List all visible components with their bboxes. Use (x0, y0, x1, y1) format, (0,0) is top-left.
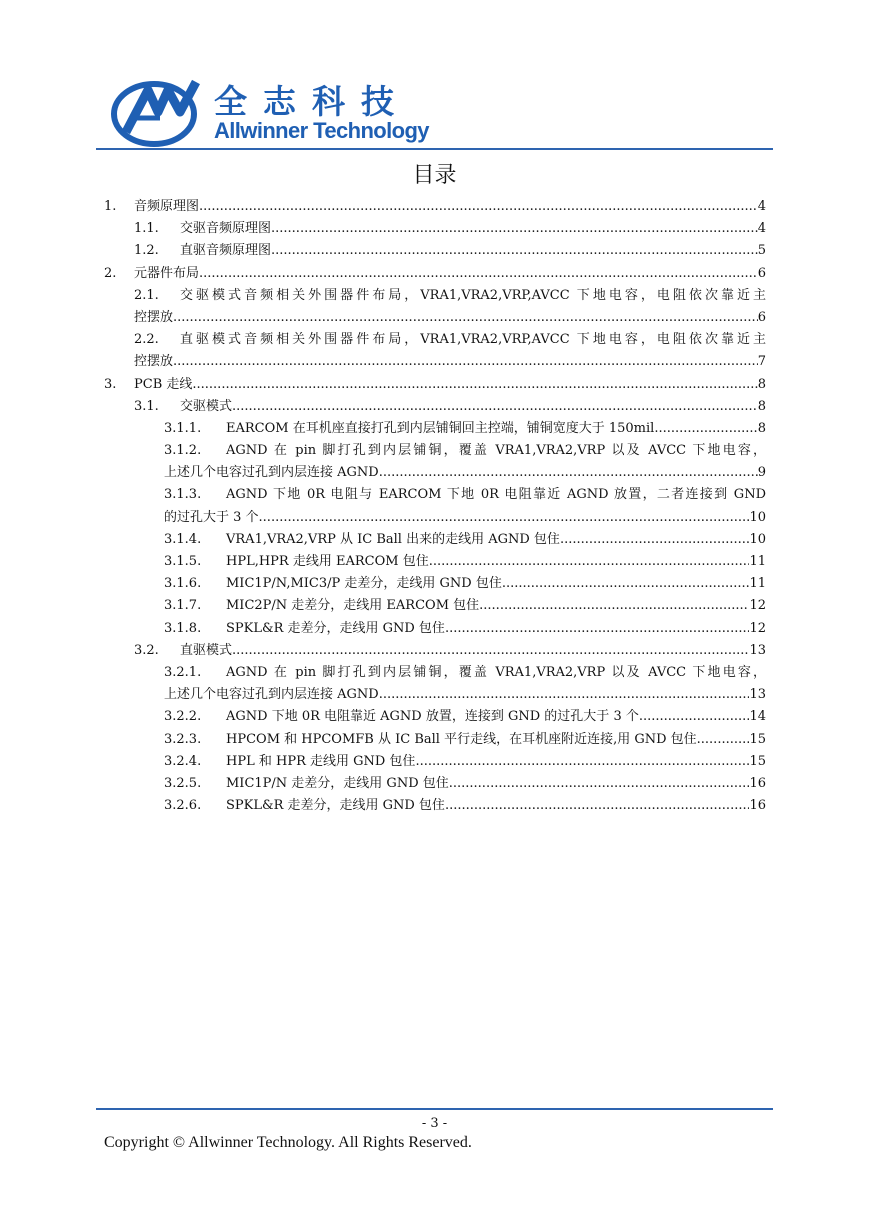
toc-leader-dots (429, 551, 750, 573)
toc-entry[interactable] (104, 374, 766, 396)
toc-entry[interactable] (104, 662, 766, 684)
copyright-text: Copyright © Allwinner Technology. All Rights Reserved. (104, 1134, 472, 1151)
toc-entry-title: EARCOM 在耳机座直接打孔到内层铺铜回主控端，铺铜宽度大于 150mil (226, 420, 655, 436)
toc-entry-page: 10 (749, 531, 766, 547)
toc-leader-dots (192, 374, 757, 396)
toc-entry-page: 4 (757, 199, 766, 214)
toc-entry-continuation[interactable] (104, 462, 766, 484)
toc-entry-number: 1. (104, 199, 117, 214)
toc-leader-dots (449, 773, 750, 795)
toc-entry-title-continued: 的过孔大于 3 个 (164, 509, 259, 525)
toc-entry-title: 交驱音频原理图 (180, 221, 272, 237)
allwinner-logo-icon (108, 72, 204, 150)
toc-entry[interactable] (104, 329, 766, 351)
toc-entry-title: 直驱模式音频相关外围器件布局，VRA1,VRA2,VRP,AVCC 下地电容，电阻依次靠近主 (180, 332, 766, 348)
toc-entry-title-continued: 上述几个电容过孔到内层连接 AGND (164, 465, 379, 481)
toc-entry[interactable] (104, 484, 766, 506)
toc-leader-dots (379, 684, 750, 706)
toc-entry-number: 3.1.3. (164, 487, 202, 503)
toc-entry-page: 8 (757, 376, 766, 392)
toc-leader-dots (271, 240, 758, 262)
toc-entry-title: HPL 和 HPR 走线用 GND 包住 (226, 753, 416, 769)
footer-divider (96, 1108, 773, 1110)
toc-entry-page: 14 (749, 709, 766, 725)
toc-entry-page: 4 (757, 221, 766, 237)
toc-entry-number: 2.1. (134, 287, 159, 303)
toc-entry[interactable] (104, 418, 766, 440)
toc-entry-title: PCB 走线 (134, 376, 193, 392)
company-logo (108, 72, 438, 150)
toc-entry-page: 11 (749, 576, 766, 592)
toc-entry-number: 1.1. (134, 221, 159, 237)
toc-entry-title: 交驱模式 (180, 398, 233, 414)
toc-entry-title: 音频原理图 (134, 199, 200, 214)
toc-entry[interactable] (104, 729, 766, 751)
toc-entry[interactable] (104, 795, 766, 817)
toc-leader-dots (415, 751, 749, 773)
toc-entry[interactable] (104, 440, 766, 462)
toc-entry[interactable] (104, 196, 766, 218)
toc-entry-title: 交驱模式音频相关外围器件布局，VRA1,VRA2,VRP,AVCC 下地电容，电阻依次靠近主 (180, 287, 766, 303)
toc-entry[interactable] (104, 529, 766, 551)
toc-entry[interactable] (104, 551, 766, 573)
toc-leader-dots (654, 418, 757, 440)
toc-entry[interactable] (104, 240, 766, 262)
toc-entry-title: HPCOM 和 HPCOMFB 从 IC Ball 平行走线，在耳机座附近连接,用 GND 包住 (226, 731, 697, 747)
toc-entry-page: 6 (757, 309, 766, 325)
toc-entry-number: 3.1.5. (164, 554, 202, 569)
toc-entry-page: 9 (757, 465, 766, 481)
toc-entry-page: 6 (757, 265, 766, 281)
logo-chinese-name: 全志科技 (214, 82, 410, 121)
toc-entry-page: 15 (749, 731, 766, 747)
toc-leader-dots (560, 529, 750, 551)
toc-entry-number: 3.2.4. (164, 753, 202, 769)
toc-leader-dots (445, 618, 750, 640)
toc-leader-dots (199, 196, 758, 218)
toc-entry-continuation[interactable] (104, 351, 766, 373)
toc-entry-page: 13 (749, 687, 766, 703)
toc-entry-page: 5 (757, 243, 766, 259)
toc-entry-number: 3.1.6. (164, 576, 202, 592)
toc-entry-number: 3.2.5. (164, 775, 202, 791)
toc-entry[interactable] (104, 595, 766, 617)
toc-entry-page: 16 (749, 798, 766, 814)
toc-entry-title: MIC2P/N 走差分，走线用 EARCOM 包住 (226, 598, 480, 614)
toc-entry-page: 7 (757, 354, 766, 370)
toc-entry[interactable] (104, 263, 766, 285)
toc-entry-number: 3.1.2. (164, 443, 202, 459)
header-divider (96, 148, 773, 150)
toc-entry[interactable] (104, 640, 766, 662)
toc-leader-dots (232, 396, 758, 418)
toc-entry-page: 10 (749, 509, 766, 525)
toc-entry-title-continued: 上述几个电容过孔到内层连接 AGND (164, 687, 379, 703)
toc-entry-page: 12 (749, 598, 766, 614)
toc-entry-title: AGND 在 pin 脚打孔到内层铺铜，覆盖 VRA1,VRA2,VRP 以及 AVCC 下地电容， (226, 664, 766, 680)
toc-entry-number: 3.1.4. (164, 531, 202, 547)
toc-entry[interactable] (104, 751, 766, 773)
toc-leader-dots (271, 218, 758, 240)
toc-leader-dots (173, 307, 758, 329)
toc-leader-dots (232, 640, 749, 662)
toc-entry-title: SPKL&R 走差分，走线用 GND 包住 (226, 620, 445, 636)
toc-leader-dots (502, 573, 750, 595)
toc-entry-title: SPKL&R 走差分，走线用 GND 包住 (226, 798, 445, 814)
toc-entry-number: 3.2.1. (164, 664, 202, 680)
toc-entry-page: 8 (757, 420, 766, 436)
toc-entry[interactable] (104, 396, 766, 418)
toc-entry-page: 8 (757, 398, 766, 414)
toc-entry-title-continued: 控摆放 (134, 309, 174, 325)
toc-entry-number: 3.1. (134, 398, 159, 414)
table-of-contents (104, 196, 766, 817)
toc-leader-dots (379, 462, 758, 484)
page-number: - 3 - (421, 1116, 448, 1131)
toc-entry-page: 16 (749, 775, 766, 791)
toc-entry-continuation[interactable] (104, 684, 766, 706)
toc-entry-number: 3.2. (134, 642, 159, 658)
toc-entry-page: 13 (749, 642, 766, 658)
toc-leader-dots (639, 706, 750, 728)
toc-entry-continuation[interactable] (104, 507, 766, 529)
toc-entry[interactable] (104, 218, 766, 240)
toc-entry[interactable] (104, 618, 766, 640)
toc-entry[interactable] (104, 573, 766, 595)
toc-entry[interactable] (104, 706, 766, 728)
toc-entry-title: AGND 下地 0R 电阻靠近 AGND 放置，连接到 GND 的过孔大于 3 个 (226, 709, 639, 725)
toc-entry-title-continued: 控摆放 (134, 354, 174, 370)
toc-entry-number: 3.2.2. (164, 709, 202, 725)
toc-entry-title: AGND 在 pin 脚打孔到内层铺铜，覆盖 VRA1,VRA2,VRP 以及 AVCC 下地电容， (226, 443, 766, 459)
toc-entry-title: MIC1P/N,MIC3/P 走差分，走线用 GND 包住 (226, 576, 502, 592)
toc-title: 目录 (412, 163, 457, 188)
toc-entry-number: 3.1.1. (164, 420, 202, 436)
toc-entry-title: 元器件布局 (134, 265, 200, 281)
toc-entry[interactable] (104, 285, 766, 307)
toc-entry-page: 11 (749, 554, 766, 569)
toc-entry-page: 12 (749, 620, 766, 636)
toc-entry-number: 3.1.7. (164, 598, 202, 614)
toc-entry-number: 1.2. (134, 243, 159, 259)
toc-entry-page: 15 (749, 753, 766, 769)
toc-leader-dots (479, 595, 749, 617)
toc-entry-title: 直驱模式 (180, 642, 233, 658)
toc-entry-title: AGND 下地 0R 电阻与 EARCOM 下地 0R 电阻靠近 AGND 放置，二者连接到 GND (226, 487, 766, 503)
logo-english-name: Allwinner Technology (214, 118, 429, 143)
toc-entry-title: VRA1,VRA2,VRP 从 IC Ball 出来的走线用 AGND 包住 (226, 531, 560, 547)
toc-entry-title: MIC1P/N 走差分，走线用 GND 包住 (226, 775, 449, 791)
toc-leader-dots (697, 729, 750, 751)
toc-entry-number: 2.2. (134, 332, 159, 348)
toc-entry-continuation[interactable] (104, 307, 766, 329)
toc-entry-title: HPL,HPR 走线用 EARCOM 包住 (226, 554, 429, 569)
toc-entry-number: 3.2.3. (164, 731, 202, 747)
toc-entry-title: 直驱音频原理图 (180, 243, 272, 259)
toc-entry-number: 2. (104, 265, 117, 281)
toc-leader-dots (199, 263, 758, 285)
toc-entry-number: 3.2.6. (164, 798, 202, 814)
toc-entry-number: 3.1.8. (164, 620, 202, 636)
toc-leader-dots (173, 351, 758, 373)
toc-leader-dots (259, 507, 750, 529)
toc-leader-dots (445, 795, 750, 817)
toc-entry-number: 3. (104, 376, 117, 392)
toc-entry[interactable] (104, 773, 766, 795)
